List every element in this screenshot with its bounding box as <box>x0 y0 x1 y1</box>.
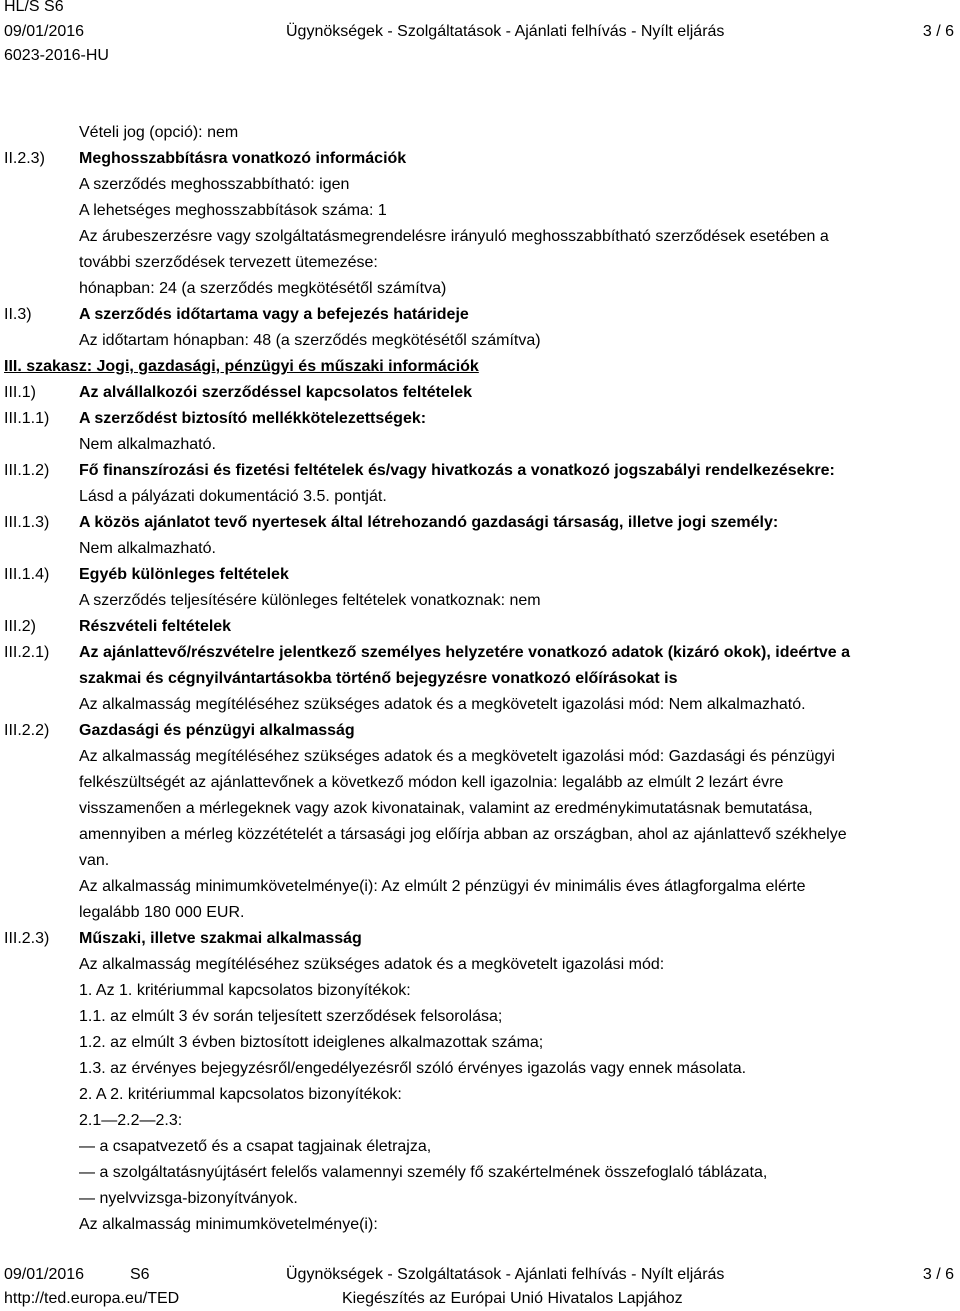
section-number: II.2.3) <box>4 150 45 167</box>
section-row <box>0 510 960 562</box>
section-text <box>79 510 939 562</box>
text-line: Az időtartam hónapban: 48 (a szerződés megkötésétől számítva) <box>79 332 541 349</box>
text-line: 1.2. az elmúlt 3 évben biztosított ideiglenes alkalmazottak száma; <box>79 1034 544 1051</box>
section-heading-line: Részvételi feltételek <box>79 618 232 635</box>
page-header <box>0 0 960 70</box>
section-number: II.3) <box>4 306 32 323</box>
text-line: — nyelvvizsga-bizonyítványok. <box>79 1190 298 1207</box>
header-reference: 6023-2016-HU <box>4 47 109 64</box>
header-date: 09/01/2016 <box>4 23 85 40</box>
footer-date: 09/01/2016 <box>4 1266 85 1283</box>
section-row <box>0 146 960 302</box>
text-line: Lásd a pályázati dokumentáció 3.5. pontját. <box>79 488 387 505</box>
text-line: Nem alkalmazható. <box>79 540 216 557</box>
text-line: A lehetséges meghosszabbítások száma: 1 <box>79 202 387 219</box>
section-heading-line: Fő finanszírozási és fizetési feltételek és/vagy hivatkozás a vonatkozó jogszabályi rendelkezésekre: <box>79 462 835 479</box>
text-line: — a csapatvezető és a csapat tagjainak életrajza, <box>79 1138 432 1155</box>
section-text <box>79 302 939 354</box>
text-line: további szerződések tervezett ütemezése: <box>79 254 378 271</box>
section-number: III.2.1) <box>4 644 50 661</box>
section-row <box>0 640 960 718</box>
section-row <box>0 120 960 146</box>
text-line: A szerződés teljesítésére különleges feltételek vonatkoznak: nem <box>79 592 541 609</box>
section-heading-line: A szerződés időtartama vagy a befejezés határideje <box>79 306 469 323</box>
section-number: III.2.2) <box>4 722 50 739</box>
text-line: Az alkalmasság minimumkövetelménye(i): Az elmúlt 2 pénzügyi év minimális éves átlagforgalma elérte <box>79 878 806 895</box>
text-line: Az alkalmasság megítéléséhez szükséges adatok és a megkövetelt igazolási mód: Gazdasági és pénzügyi <box>79 748 835 765</box>
section-number: III.1.4) <box>4 566 50 583</box>
section-text <box>79 640 939 718</box>
section-text <box>79 146 939 302</box>
section-heading-line: Egyéb különleges feltételek <box>79 566 289 583</box>
section-text <box>79 120 939 146</box>
section-row <box>0 406 960 458</box>
section-number: III.1.1) <box>4 410 50 427</box>
section-heading-line: A közös ajánlatot tevő nyertesek által létrehozandó gazdasági társaság, illetve jogi személy: <box>79 514 779 531</box>
header-page-number: 3 / 6 <box>922 23 954 40</box>
text-line: van. <box>79 852 110 869</box>
text-line: A szerződés meghosszabbítható: igen <box>79 176 350 193</box>
section-heading-line: Meghosszabbításra vonatkozó információk <box>79 150 407 167</box>
section-row <box>0 718 960 926</box>
text-line: 1.1. az elmúlt 3 év során teljesített szerződések felsorolása; <box>79 1008 503 1025</box>
text-line: 1. Az 1. kritériummal kapcsolatos bizonyítékok: <box>79 982 411 999</box>
page-footer <box>0 1262 960 1311</box>
text-line: Az alkalmasság minimumkövetelménye(i): <box>79 1216 378 1233</box>
text-line: Az alkalmasság megítéléséhez szükséges adatok és a megkövetelt igazolási mód: Nem alkalmazható. <box>79 696 806 713</box>
text-line: hónapban: 24 (a szerződés megkötésétől számítva) <box>79 280 447 297</box>
section-heading-line: Gazdasági és pénzügyi alkalmasság <box>79 722 355 739</box>
section-row <box>0 562 960 614</box>
text-line: — a szolgáltatásnyújtásért felelős valamennyi személy fő szakértelmének összefoglaló táblázata, <box>79 1164 768 1181</box>
section-row <box>0 380 960 406</box>
document-body <box>0 120 960 1238</box>
text-line: legalább 180 000 EUR. <box>79 904 245 921</box>
text-line: 1.3. az érvényes bejegyzésről/engedélyezésről szóló érvényes igazolás vagy ennek másolata. <box>79 1060 747 1077</box>
footer-page-number: 3 / 6 <box>922 1266 954 1283</box>
section-text <box>79 458 939 510</box>
header-title: Ügynökségek - Szolgáltatások - Ajánlati felhívás - Nyílt eljárás <box>286 23 725 40</box>
section-text <box>79 380 939 406</box>
footer-url: http://ted.europa.eu/TED <box>4 1290 180 1307</box>
section-heading-line: Műszaki, illetve szakmai alkalmasság <box>79 930 362 947</box>
footer-supplement: Kiegészítés az Európai Unió Hivatalos Lapjához <box>342 1290 683 1307</box>
section-heading-line: Az alvállalkozói szerződéssel kapcsolatos feltételek <box>79 384 473 401</box>
section-number: III.1.2) <box>4 462 50 479</box>
text-line: Az árubeszerzésre vagy szolgáltatásmegrendelésre irányuló meghosszabbítható szerződések esetében a <box>79 228 829 245</box>
section-number: III.2) <box>4 618 37 635</box>
section-heading: III. szakasz: Jogi, gazdasági, pénzügyi és műszaki információk <box>4 358 479 375</box>
text-line: 2.1—2.2—2.3: <box>79 1112 183 1129</box>
footer-code: S6 <box>130 1266 150 1283</box>
text-line: 2. A 2. kritériummal kapcsolatos bizonyítékok: <box>79 1086 402 1103</box>
text-line: amennyiben a mérleg közzétételét a társasági jog előírja abban az országban, ahol az ajánlattevő székhelye <box>79 826 847 843</box>
text-line: felkészültségét az ajánlattevőnek a következő módon kell igazolnia: legalább az elmúlt 2 lezárt évre <box>79 774 784 791</box>
section-text <box>79 926 939 1238</box>
section-text <box>79 562 939 614</box>
section-heading-line: Az ajánlattevő/részvételre jelentkező személyes helyzetére vonatkozó adatok (kizáró okok), ideértve a <box>79 644 850 661</box>
text-line: Nem alkalmazható. <box>79 436 216 453</box>
section-number: III.1) <box>4 384 37 401</box>
doc-code: HL/S S6 <box>4 0 64 15</box>
section-text <box>79 614 939 640</box>
section-row <box>0 614 960 640</box>
section-text <box>79 718 939 926</box>
text-line: Az alkalmasság megítéléséhez szükséges adatok és a megkövetelt igazolási mód: <box>79 956 665 973</box>
footer-title: Ügynökségek - Szolgáltatások - Ajánlati felhívás - Nyílt eljárás <box>286 1266 725 1283</box>
text-line: visszamenően a mérlegeknek vagy azok kivonatainak, valamint az eredménykimutatásnak bemutatása, <box>79 800 813 817</box>
section-row <box>0 458 960 510</box>
section-number: III.1.3) <box>4 514 50 531</box>
section-heading-line: A szerződést biztosító mellékkötelezettségek: <box>79 410 427 427</box>
text-line: Vételi jog (opció): nem <box>79 124 239 141</box>
section-number: III.2.3) <box>4 930 50 947</box>
section-row <box>0 926 960 1238</box>
section-text <box>79 406 939 458</box>
section-row <box>0 302 960 354</box>
section-heading-line: szakmai és cégnyilvántartásokba történő bejegyzésre vonatkozó előírásokat is <box>79 670 678 687</box>
